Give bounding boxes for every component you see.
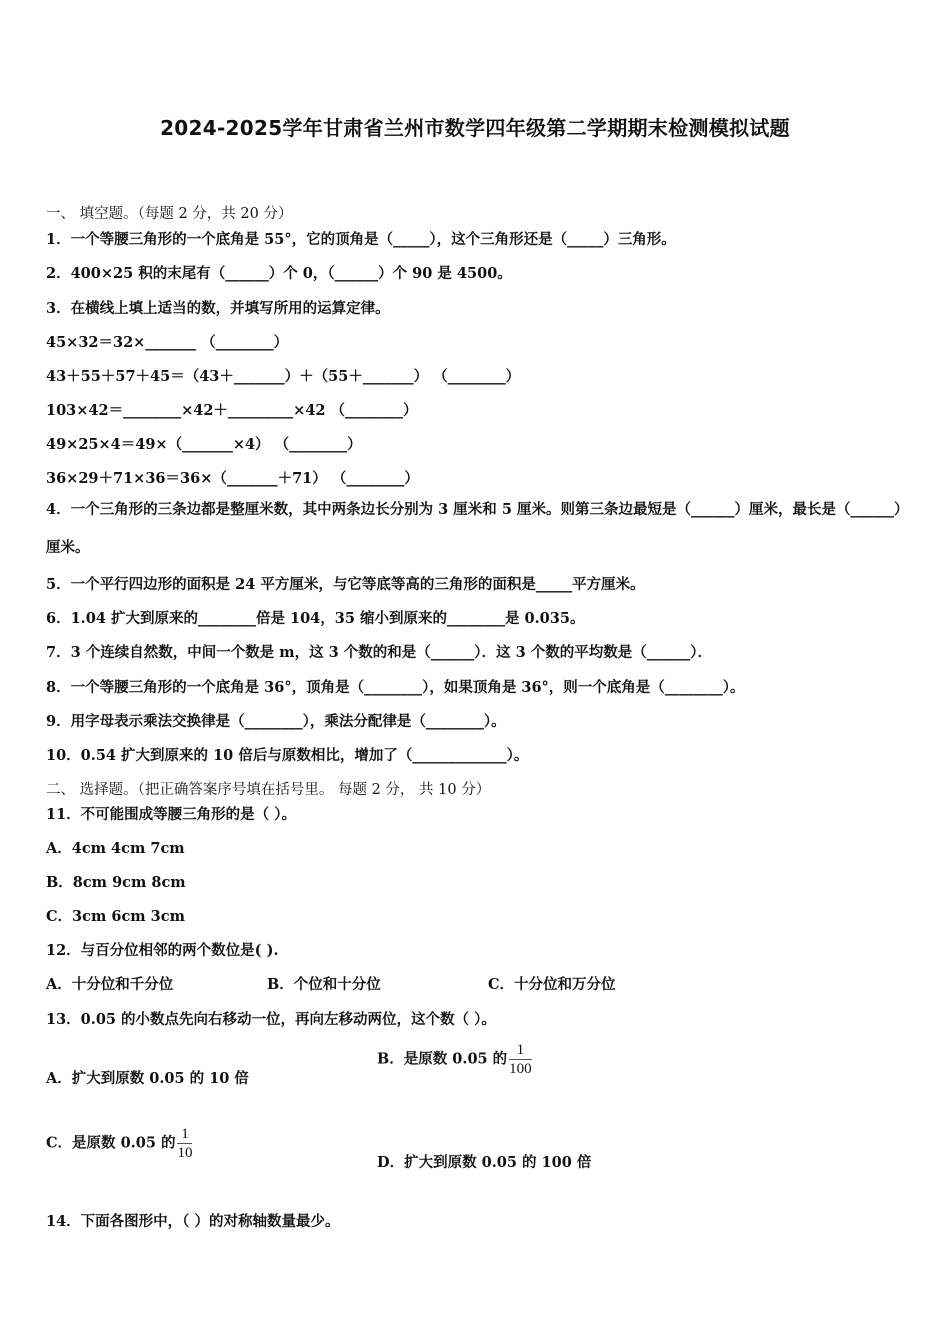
fraction-denominator: 10 bbox=[177, 1145, 193, 1161]
question-8: 8．一个等腰三角形的一个底角是 36°，顶角是（________），如果顶角是 36°，则一个底角是（________）。 bbox=[46, 679, 745, 696]
fraction-denominator: 100 bbox=[509, 1061, 532, 1077]
question-12-stem: 12．与百分位相邻的两个数位是( ). bbox=[46, 942, 279, 959]
question-11-option-b: B．8cm 9cm 8cm bbox=[46, 874, 186, 891]
question-3-line-3: 103×42＝________×42＋_________×42 （________） bbox=[46, 402, 418, 419]
question-3-line-2: 43＋55＋57＋45＝（43＋_______）＋（55＋_______） （________） bbox=[46, 368, 521, 385]
question-3-line-5: 36×29＋71×36＝36×（_______＋71） （________） bbox=[46, 470, 419, 487]
question-13-option-c bbox=[46, 1125, 192, 1162]
fraction-one-hundredth bbox=[509, 1041, 532, 1078]
fraction-one-tenth bbox=[177, 1125, 192, 1162]
question-14-stem: 14．下面各图形中，（ ）的对称轴数量最少。 bbox=[46, 1213, 340, 1230]
question-7: 7．3 个连续自然数，中间一个数是 m，这 3 个数的和是（______）．这 3 个数的平均数是（______）． bbox=[46, 644, 712, 661]
question-6: 6．1.04 扩大到原来的________倍是 104，35 缩小到原来的________是 0.035。 bbox=[46, 610, 585, 627]
question-13-option-b bbox=[377, 1041, 532, 1078]
question-13-stem: 13．0.05 的小数点先向右移动一位，再向左移动两位，这个数（ ）。 bbox=[46, 1011, 496, 1028]
question-11-stem: 11．不可能围成等腰三角形的是（ ）。 bbox=[46, 806, 296, 823]
question-11-option-a: A．4cm 4cm 7cm bbox=[46, 840, 185, 857]
question-13-option-a: A．扩大到原数 0.05 的 10 倍 bbox=[46, 1070, 249, 1087]
section-1-heading: 一、 填空题。（每题 2 分，共 20 分） bbox=[46, 206, 293, 222]
question-1: 1．一个等腰三角形的一个底角是 55°，它的顶角是（_____），这个三角形还是（_____）三角形。 bbox=[46, 231, 676, 248]
question-3-line-4: 49×25×4＝49×（_______×4） （________） bbox=[46, 436, 362, 453]
question-2: 2．400×25 积的末尾有（______）个 0，（______）个 90 是 4500。 bbox=[46, 265, 512, 282]
page-title: 2024-2025学年甘肃省兰州市数学四年级第二学期期末检测模拟试题 bbox=[160, 116, 790, 140]
section-2-heading: 二、 选择题。（把正确答案序号填在括号里。 每题 2 分， 共 10 分） bbox=[46, 782, 491, 798]
question-4: 4．一个三角形的三条边都是整厘米数，其中两条边长分别为 3 厘米和 5 厘米。则第三条边最短是（______）厘米，最长是（______）厘米。 bbox=[46, 501, 902, 556]
question-5: 5．一个平行四边形的面积是 24 平方厘米，与它等底等高的三角形的面积是_____平方厘米。 bbox=[46, 576, 645, 593]
question-12-option-b: B．个位和十分位 bbox=[267, 976, 381, 993]
question-11-option-c: C．3cm 6cm 3cm bbox=[46, 908, 185, 925]
question-12-option-a: A．十分位和千分位 bbox=[46, 976, 174, 993]
question-13-option-b-text: B．是原数 0.05 的 bbox=[377, 1050, 508, 1068]
question-10: 10．0.54 扩大到原来的 10 倍后与原数相比，增加了（_____________）。 bbox=[46, 747, 529, 764]
fraction-numerator: 1 bbox=[509, 1041, 532, 1060]
question-9: 9．用字母表示乘法交换律是（________），乘法分配律是（________）。 bbox=[46, 713, 506, 730]
question-12-option-c: C．十分位和万分位 bbox=[488, 976, 616, 993]
fraction-numerator: 1 bbox=[177, 1125, 192, 1144]
question-3-line-1: 45×32＝32×_______ （________） bbox=[46, 334, 289, 351]
question-3-stem: 3．在横线上填上适当的数，并填写所用的运算定律。 bbox=[46, 300, 390, 317]
question-13-option-c-text: C．是原数 0.05 的 bbox=[46, 1134, 176, 1152]
question-13-option-d: D．扩大到原数 0.05 的 100 倍 bbox=[377, 1154, 592, 1171]
